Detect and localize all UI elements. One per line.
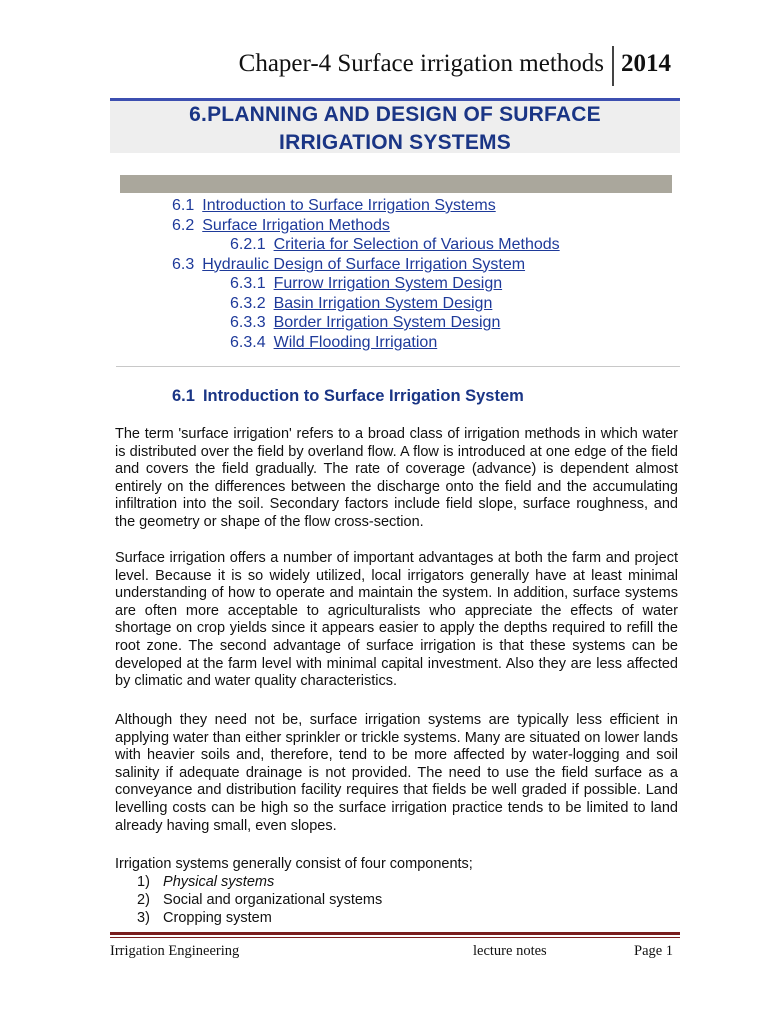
footer-notes: lecture notes: [473, 943, 547, 959]
header-separator: [612, 46, 614, 86]
page-title-line-1: 6.PLANNING AND DESIGN OF SURFACE: [189, 103, 601, 126]
toc-number: 6.1: [172, 197, 195, 214]
toc-divider: [116, 366, 680, 367]
section-heading: [172, 387, 524, 406]
toc-number: 6.3.1: [230, 275, 266, 292]
list-number: 3): [137, 910, 150, 926]
page-header: [0, 0, 768, 90]
list-number: 2): [137, 892, 150, 908]
toc-number: 6.3.4: [230, 333, 266, 351]
toc-item-6-3-4[interactable]: [230, 333, 437, 353]
toc-item-6-2-1[interactable]: [230, 235, 560, 255]
paragraph-4: Irrigation systems generally consist of four components;: [115, 856, 473, 872]
toc-item-6-3-2[interactable]: [230, 294, 492, 314]
toc-link[interactable]: Surface Irrigation Methods: [202, 216, 390, 234]
list-label: Physical systems: [163, 874, 275, 890]
toc-number: 6.3.2: [230, 294, 266, 312]
decorative-bar: [120, 175, 672, 193]
toc-link[interactable]: Furrow Irrigation System Design: [273, 275, 503, 292]
list-label: Social and organizational systems: [163, 892, 383, 908]
list-label: Cropping system: [163, 910, 272, 926]
toc-item-6-3-1[interactable]: [230, 274, 502, 294]
paragraph-1: The term 'surface irrigation' refers to a broad class of irrigation methods in which water is distributed over the field by overland flow. A flow is introduced at one edge of the field and covers the field gradually. The rate of coverage (advance) is dependent almost entirely on the differences between the discharge onto the field and the accumulating infiltration into the soil. Secondary factors include field slope, surface roughness, and the geometry or shape of the flow cross-section.: [115, 426, 678, 530]
toc-link[interactable]: Hydraulic Design of Surface Irrigation System: [202, 255, 526, 273]
list-number: 1): [137, 874, 150, 890]
header-year: 2014: [621, 50, 671, 77]
toc-link[interactable]: Wild Flooding Irrigation: [273, 333, 438, 351]
toc-number: 6.3.3: [230, 314, 266, 331]
toc-link[interactable]: Basin Irrigation System Design: [273, 294, 493, 312]
toc-link[interactable]: Border Irrigation System Design: [273, 314, 501, 331]
toc-link[interactable]: Introduction to Surface Irrigation Systems: [202, 197, 496, 214]
toc-number: 6.2.1: [230, 236, 266, 253]
toc-item-6-1[interactable]: [172, 196, 496, 216]
footer-course: Irrigation Engineering: [110, 943, 240, 959]
toc-link[interactable]: Criteria for Selection of Various Methods: [273, 236, 560, 253]
toc-number: 6.2: [172, 216, 195, 234]
section-number: 6.1: [172, 387, 195, 405]
list-item: [137, 873, 382, 891]
page-title-line-2: IRRIGATION SYSTEMS: [279, 131, 511, 154]
footer-rule: [110, 932, 680, 935]
section-title: Introduction to Surface Irrigation System: [202, 387, 524, 405]
chapter-title: Chaper-4 Surface irrigation methods: [238, 50, 604, 77]
toc-item-6-3[interactable]: [172, 255, 525, 275]
toc-number: 6.3: [172, 255, 195, 273]
footer-rule-thin: [110, 937, 680, 938]
toc-item-6-3-3[interactable]: [230, 313, 500, 333]
title-box: [110, 101, 680, 153]
toc-item-6-2[interactable]: [172, 216, 390, 236]
list-item: [137, 909, 382, 927]
paragraph-3: Although they need not be, surface irrigation systems are typically less efficient in applying water than either sprinkler or trickle systems. Many are situated on lower lands with heavier soils and, therefore, tend to be more affected by water-logging and soil salinity if adequate drainage is not provided. The need to use the field surface as a conveyance and distribution facility requires that fields be well graded if possible. Land levelling costs can be high so the surface irrigation practice tends to be limited to land already having small, even slopes.: [115, 712, 678, 834]
footer-page-number: Page 1: [634, 943, 674, 959]
components-list: [137, 873, 382, 927]
paragraph-2: Surface irrigation offers a number of important advantages at both the farm and project level. Because it is so widely utilized, local irrigators generally have at least minimal understanding of how to operate and maintain the system. In addition, surface systems are often more acceptable to agriculturalists who appreciate the effects of water shortage on crop yields since it appears easier to apply the depths required to refill the root zone. The second advantage of surface irrigation is that these systems can be developed at the farm level with minimal capital investment. Also they are less affected by climatic and water quality characteristics.: [115, 550, 678, 690]
list-item: [137, 891, 382, 909]
